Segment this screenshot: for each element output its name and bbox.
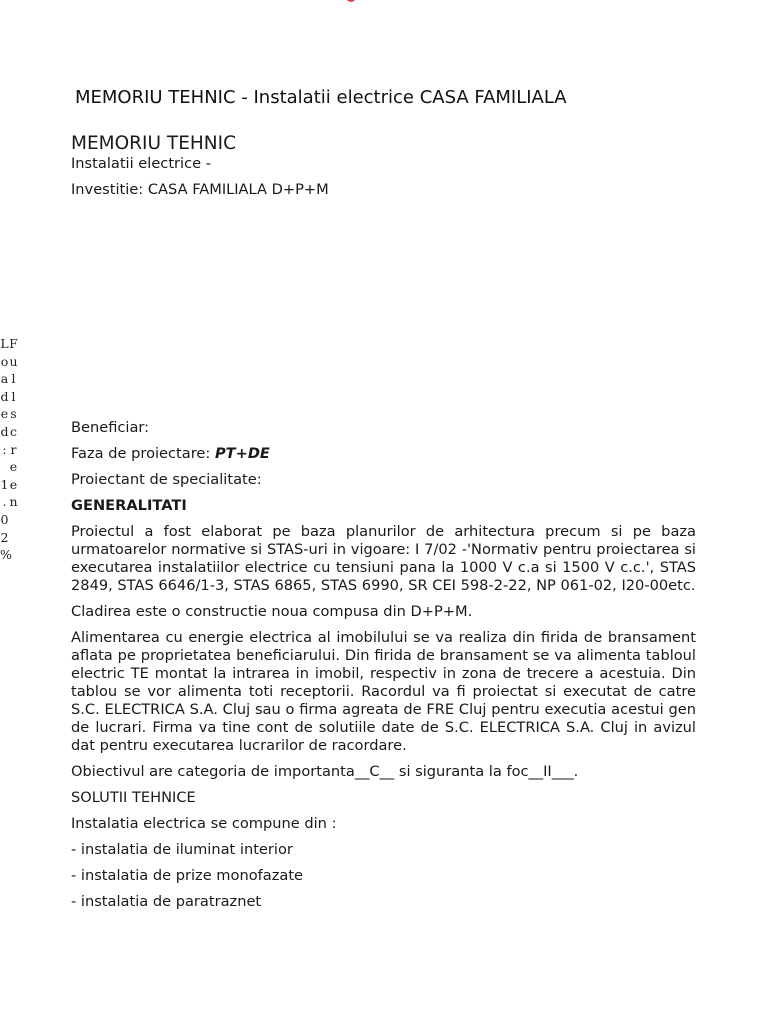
paragraph-building: Cladirea este o constructie noua compusa din D+P+M.: [71, 603, 473, 620]
sidebar-char-row: [0, 529, 20, 547]
sidebar-char: :: [2, 441, 7, 457]
page-edge-mark: [346, 0, 356, 2]
sidebar-char: .: [2, 494, 7, 510]
sidebar-char: 0: [0, 511, 9, 527]
sidebar-char: e: [9, 459, 18, 475]
sidebar-char: 1: [0, 476, 9, 492]
phase-label: Faza de proiectare:: [71, 445, 215, 462]
sidebar-char: a: [0, 371, 9, 387]
sidebar-char: e: [9, 476, 18, 492]
sidebar-char-row: [0, 546, 20, 564]
sidebar-char: l: [11, 388, 16, 404]
document-body: [71, 133, 696, 911]
sidebar-char: c: [9, 423, 17, 439]
sidebar-char-row: [0, 458, 20, 476]
sidebar-vertical-text: [0, 335, 20, 564]
sidebar-char: 2: [0, 529, 9, 545]
sidebar-char: n: [9, 494, 18, 510]
sidebar-char: [9, 529, 18, 547]
designer-line: Proiectant de specialitate:: [71, 471, 262, 488]
section-generalitati: GENERALITATI: [71, 497, 187, 514]
beneficiary-line: Beneficiar:: [71, 419, 150, 436]
sidebar-char-row: [0, 370, 20, 388]
investment-line: Investitie: CASA FAMILIALA D+P+M: [71, 181, 329, 198]
phase-line: [71, 445, 696, 463]
sidebar-char-row: [0, 335, 20, 353]
paragraph-components: Instalatia electrica se compune din :: [71, 815, 337, 832]
list-item: - instalatia de prize monofazate: [71, 867, 304, 884]
sidebar-char: e: [0, 406, 9, 422]
sidebar-char: [9, 511, 18, 529]
sidebar-char: l: [11, 371, 16, 387]
sidebar-char-row: [0, 476, 20, 494]
sidebar-char-row: [0, 388, 20, 406]
sidebar-char: [0, 458, 9, 476]
phase-value: PT+DE: [214, 445, 270, 462]
sidebar-char: o: [0, 353, 9, 369]
document-title: MEMORIU TEHNIC - Instalatii electrice CASA FAMILIALA: [75, 87, 567, 108]
paragraph-category: Obiectivul are categoria de importanta__C__ si siguranta la foc__II___.: [71, 763, 579, 780]
sidebar-char: d: [0, 388, 9, 404]
list-item: - instalatia de paratraznet: [71, 893, 262, 910]
sidebar-char-row: [0, 405, 20, 423]
sidebar-char: u: [9, 353, 18, 369]
sidebar-char: L: [0, 336, 9, 351]
sidebar-char: d: [0, 423, 9, 439]
sidebar-char-row: [0, 423, 20, 441]
section-solutii-tehnice: SOLUTII TEHNICE: [71, 789, 196, 806]
memoriu-heading: MEMORIU TEHNIC: [71, 133, 237, 154]
sidebar-char-row: [0, 511, 20, 529]
sidebar-char: %: [0, 547, 12, 563]
paragraph-normative: Proiectul a fost elaborat pe baza planurilor de arhitectura precum si pe baza urmatoarelor normative si STAS-uri in vigoare: I 7/02 -'Normativ pentru proiectarea si executarea instalatiilor electrice cu tensiuni pana la 1000 V c.a si 1500 V c.c.', STAS 2849, STAS 6646/1-3, STAS 6865, STAS 6990, SR CEI 598-2-22, NP 061-02, I20-00etc.: [71, 523, 696, 594]
subheading: Instalatii electrice -: [71, 155, 212, 172]
sidebar-char: F: [9, 336, 18, 351]
sidebar-char-row: [0, 353, 20, 371]
paragraph-power-supply: Alimentarea cu energie electrica al imobilului se va realiza din firida de bransament aflata pe proprietatea beneficiarului. Din firida de bransament se va alimenta tabloul electric TE montat la intrarea in imobil, respectiv in zona de trecere a acestuia. Din tablou se vor alimenta toti receptorii. Racordul va fi proiectat si executat de catre S.C. ELECTRICA S.A. Cluj sau o firma agreata de FRE Cluj pentru executia acestui gen de lucrari. Firma va tine cont de solutiile date de S.C. ELECTRICA S.A. Cluj in avizul dat pentru executarea lucrarilor de racordare.: [71, 629, 696, 754]
list-item: - instalatia de iluminat interior: [71, 841, 293, 858]
sidebar-char-row: [0, 441, 20, 459]
sidebar-char: [9, 546, 18, 564]
sidebar-char: r: [10, 441, 17, 457]
sidebar-char: s: [10, 406, 17, 422]
sidebar-char-row: [0, 493, 20, 511]
